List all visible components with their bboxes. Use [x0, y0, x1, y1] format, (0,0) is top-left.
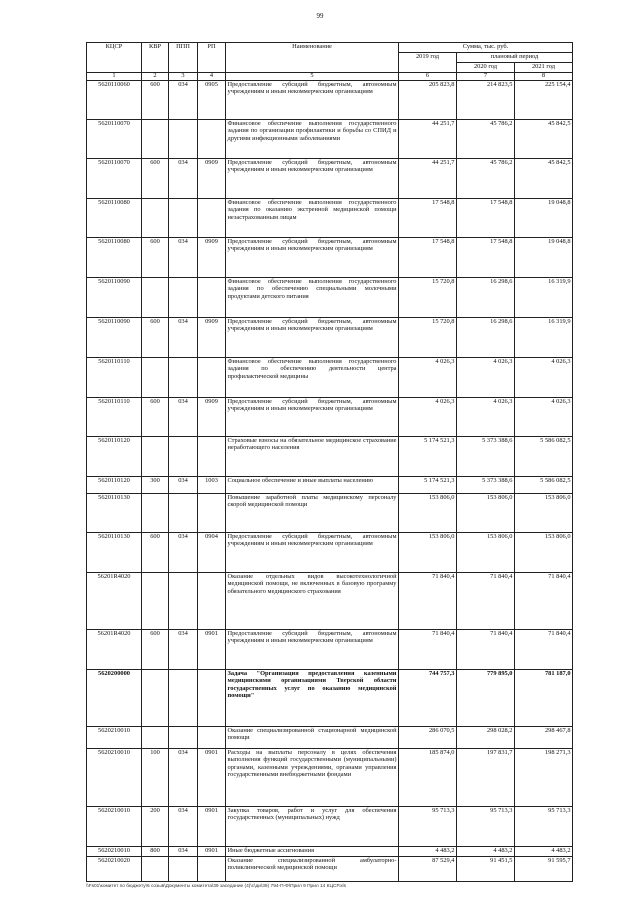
name-cell: Предоставление субсидий бюджетным, автономным учреждениям и иным некоммерческим организациям [226, 533, 399, 573]
ppp-cell [169, 120, 198, 159]
amount-2020-cell: 95 713,3 [457, 807, 515, 847]
ppp-cell [169, 278, 198, 318]
table-row [87, 159, 573, 199]
table-row [87, 630, 573, 670]
amount-2021-cell: 45 842,5 [515, 159, 573, 199]
kvr-cell: 600 [142, 398, 169, 437]
table-row [87, 727, 573, 749]
table-row [87, 857, 573, 882]
rp-cell: 0909 [198, 398, 226, 437]
table-row [87, 847, 573, 857]
kvr-cell: 200 [142, 807, 169, 847]
rp-cell [198, 278, 226, 318]
ppp-cell: 034 [169, 81, 198, 120]
amount-2019-cell: 185 874,0 [399, 749, 457, 807]
amount-2019-cell: 4 483,2 [399, 847, 457, 857]
amount-2019-cell: 44 251,7 [399, 159, 457, 199]
name-cell: Предоставление субсидий бюджетным, автономным учреждениям и иным некоммерческим организациям [226, 318, 399, 358]
amount-2021-cell: 4 483,2 [515, 847, 573, 857]
table-row [87, 749, 573, 807]
kcsr-cell: 5620110110 [87, 398, 142, 437]
amount-2021-cell: 198 271,3 [515, 749, 573, 807]
kvr-cell [142, 278, 169, 318]
amount-2019-cell: 205 823,8 [399, 81, 457, 120]
ppp-cell: 034 [169, 398, 198, 437]
rp-cell [198, 573, 226, 630]
header-name: Наименование [226, 43, 399, 73]
name-cell: Финансовое обеспечение выполнения государственного задания по организации профилактики и борьбы со СПИД и другими инфекционными заболеваниями [226, 120, 399, 159]
name-cell: Финансовое обеспечение выполнения государственного задания по оказанию экстренной медицинской помощи незастрахованным лицам [226, 199, 399, 238]
kvr-cell [142, 573, 169, 630]
rp-cell [198, 670, 226, 727]
amount-2021-cell: 4 026,3 [515, 358, 573, 398]
amount-2021-cell: 153 806,0 [515, 533, 573, 573]
ppp-cell: 034 [169, 238, 198, 278]
kvr-cell [142, 670, 169, 727]
table-row [87, 670, 573, 727]
name-cell: Предоставление субсидий бюджетным, автономным учреждениям и иным некоммерческим организациям [226, 398, 399, 437]
kvr-cell: 600 [142, 318, 169, 358]
table-row [87, 238, 573, 278]
kvr-cell [142, 358, 169, 398]
rp-cell: 0909 [198, 159, 226, 199]
name-cell: Закупка товаров, работ и услуг для обеспечения государственных (муниципальных) нужд [226, 807, 399, 847]
ppp-cell [169, 670, 198, 727]
name-cell: Предоставление субсидий бюджетным, автономным учреждениям и иным некоммерческим организациям [226, 630, 399, 670]
col-number: 6 [399, 73, 457, 81]
table-header [87, 43, 573, 81]
header-2019: 2019 год [399, 53, 457, 73]
header-kvr: КВР [142, 43, 169, 73]
amount-2020-cell: 71 840,4 [457, 573, 515, 630]
kcsr-cell: 5620200000 [87, 670, 142, 727]
ppp-cell [169, 199, 198, 238]
kcsr-cell: 5620110080 [87, 238, 142, 278]
amount-2019-cell: 5 174 521,3 [399, 477, 457, 494]
col-number: 4 [198, 73, 226, 81]
header-ppp: ППП [169, 43, 198, 73]
amount-2021-cell: 71 840,4 [515, 573, 573, 630]
kcsr-cell: 5620110090 [87, 278, 142, 318]
kcsr-cell: 5620210020 [87, 857, 142, 882]
kcsr-cell: 5620110130 [87, 533, 142, 573]
ppp-cell: 034 [169, 159, 198, 199]
amount-2021-cell: 71 840,4 [515, 630, 573, 670]
name-cell: Иные бюджетные ассигнования [226, 847, 399, 857]
table-row [87, 358, 573, 398]
table-row [87, 199, 573, 238]
ppp-cell [169, 358, 198, 398]
amount-2019-cell: 71 840,4 [399, 630, 457, 670]
page-number: 99 [316, 12, 324, 20]
rp-cell: 0901 [198, 749, 226, 807]
kcsr-cell: 56201R4020 [87, 573, 142, 630]
amount-2020-cell: 779 895,0 [457, 670, 515, 727]
rp-cell: 0909 [198, 238, 226, 278]
header-planned-period: плановый период [457, 53, 573, 63]
col-number: 1 [87, 73, 142, 81]
amount-2021-cell: 298 467,8 [515, 727, 573, 749]
rp-cell [198, 358, 226, 398]
kcsr-cell: 5620110070 [87, 159, 142, 199]
header-rp: РП [198, 43, 226, 73]
col-number: 8 [515, 73, 573, 81]
rp-cell: 0905 [198, 81, 226, 120]
amount-2021-cell: 95 713,3 [515, 807, 573, 847]
ppp-cell: 034 [169, 630, 198, 670]
amount-2021-cell: 225 154,4 [515, 81, 573, 120]
name-cell: Страховые взносы на обязательное медицинское страхование неработающего населения [226, 437, 399, 477]
table-row [87, 533, 573, 573]
amount-2019-cell: 4 026,3 [399, 398, 457, 437]
amount-2021-cell: 5 586 082,5 [515, 437, 573, 477]
ppp-cell: 034 [169, 477, 198, 494]
budget-table [86, 42, 573, 882]
amount-2020-cell: 5 373 388,6 [457, 477, 515, 494]
amount-2019-cell: 153 806,0 [399, 533, 457, 573]
kcsr-cell: 5620110090 [87, 318, 142, 358]
file-path-footer: \\Fs01\комитет по бюджету\6 созыв\Документы комитета\39 заседание (4)\с\ди\39) 794-П-Ф\Прил 9 Прил 14 КЦСР.xls [86, 884, 346, 889]
amount-2019-cell: 15 720,8 [399, 318, 457, 358]
table-row [87, 437, 573, 477]
ppp-cell: 034 [169, 318, 198, 358]
table-row [87, 398, 573, 437]
header-sum-caption: Сумма, тыс. руб. [399, 43, 573, 53]
kvr-cell: 100 [142, 749, 169, 807]
rp-cell: 0909 [198, 318, 226, 358]
rp-cell [198, 437, 226, 477]
kvr-cell [142, 120, 169, 159]
amount-2021-cell: 153 806,0 [515, 494, 573, 533]
kcsr-cell: 5620110060 [87, 81, 142, 120]
kcsr-cell: 5620110120 [87, 477, 142, 494]
amount-2020-cell: 45 786,2 [457, 120, 515, 159]
amount-2019-cell: 5 174 521,3 [399, 437, 457, 477]
name-cell: Задача "Организация предоставления казенными медицинскими организациями Тверской области государственных услуг по оказанию медицинской помощи" [226, 670, 399, 727]
amount-2020-cell: 16 298,6 [457, 278, 515, 318]
kvr-cell [142, 437, 169, 477]
name-cell: Финансовое обеспечение выполнения государственного задания по обеспечению деятельности центра профилактической медицины [226, 358, 399, 398]
amount-2021-cell: 16 319,9 [515, 318, 573, 358]
kvr-cell: 600 [142, 159, 169, 199]
col-number: 7 [457, 73, 515, 81]
header-2021: 2021 год [515, 63, 573, 73]
amount-2020-cell: 4 483,2 [457, 847, 515, 857]
amount-2020-cell: 91 451,5 [457, 857, 515, 882]
name-cell: Социальное обеспечение и иные выплаты населению [226, 477, 399, 494]
amount-2021-cell: 781 187,0 [515, 670, 573, 727]
rp-cell [198, 199, 226, 238]
ppp-cell: 034 [169, 533, 198, 573]
name-cell: Оказание специализированной стационарной медицинской помощи [226, 727, 399, 749]
amount-2020-cell: 17 548,8 [457, 238, 515, 278]
rp-cell [198, 857, 226, 882]
kcsr-cell: 5620210010 [87, 727, 142, 749]
rp-cell: 0901 [198, 847, 226, 857]
header-2020: 2020 год [457, 63, 515, 73]
ppp-cell [169, 573, 198, 630]
rp-cell [198, 727, 226, 749]
amount-2020-cell: 4 026,3 [457, 358, 515, 398]
kvr-cell [142, 494, 169, 533]
kvr-cell: 600 [142, 630, 169, 670]
col-number: 5 [226, 73, 399, 81]
name-cell: Финансовое обеспечение выполнения государственного задания по обеспечению специальными молочными продуктами детского питания [226, 278, 399, 318]
rp-cell: 1003 [198, 477, 226, 494]
table-row [87, 494, 573, 533]
table-row [87, 573, 573, 630]
amount-2020-cell: 5 373 388,6 [457, 437, 515, 477]
kvr-cell [142, 727, 169, 749]
ppp-cell [169, 494, 198, 533]
amount-2021-cell: 91 595,7 [515, 857, 573, 882]
amount-2021-cell: 19 048,8 [515, 199, 573, 238]
amount-2019-cell: 17 548,8 [399, 238, 457, 278]
kvr-cell [142, 199, 169, 238]
col-number: 2 [142, 73, 169, 81]
kvr-cell: 600 [142, 238, 169, 278]
kvr-cell: 300 [142, 477, 169, 494]
col-number: 3 [169, 73, 198, 81]
rp-cell [198, 120, 226, 159]
amount-2020-cell: 153 806,0 [457, 494, 515, 533]
ppp-cell: 034 [169, 749, 198, 807]
kcsr-cell: 5620210010 [87, 807, 142, 847]
amount-2019-cell: 71 840,4 [399, 573, 457, 630]
name-cell: Предоставление субсидий бюджетным, автономным учреждениям и иным некоммерческим организациям [226, 238, 399, 278]
rp-cell: 0901 [198, 630, 226, 670]
kvr-cell: 600 [142, 81, 169, 120]
kcsr-cell: 5620110130 [87, 494, 142, 533]
amount-2021-cell: 16 319,9 [515, 278, 573, 318]
amount-2020-cell: 214 823,5 [457, 81, 515, 120]
amount-2019-cell: 87 529,4 [399, 857, 457, 882]
table-row [87, 120, 573, 159]
amount-2019-cell: 153 806,0 [399, 494, 457, 533]
amount-2019-cell: 286 070,5 [399, 727, 457, 749]
table-body [87, 81, 573, 882]
ppp-cell: 034 [169, 807, 198, 847]
name-cell: Оказание отдельных видов высокотехнологичной медицинской помощи, не включенных в базовую программу обязательного медицинского страхования [226, 573, 399, 630]
amount-2020-cell: 45 786,2 [457, 159, 515, 199]
amount-2019-cell: 44 251,7 [399, 120, 457, 159]
kcsr-cell: 5620110070 [87, 120, 142, 159]
kcsr-cell: 5620110110 [87, 358, 142, 398]
ppp-cell [169, 727, 198, 749]
kcsr-cell: 56201R4020 [87, 630, 142, 670]
name-cell: Оказание специализированной амбулаторно-поликлинической медицинской помощи [226, 857, 399, 882]
amount-2020-cell: 17 548,8 [457, 199, 515, 238]
kcsr-cell: 5620210010 [87, 749, 142, 807]
amount-2020-cell: 197 831,7 [457, 749, 515, 807]
kvr-cell: 800 [142, 847, 169, 857]
name-cell: Предоставление субсидий бюджетным, автономным учреждениям и иным некоммерческим организациям [226, 81, 399, 120]
name-cell: Предоставление субсидий бюджетным, автономным учреждениям и иным некоммерческим организациям [226, 159, 399, 199]
ppp-cell [169, 857, 198, 882]
amount-2021-cell: 5 586 082,5 [515, 477, 573, 494]
amount-2020-cell: 153 806,0 [457, 533, 515, 573]
ppp-cell: 034 [169, 847, 198, 857]
kvr-cell: 600 [142, 533, 169, 573]
amount-2019-cell: 17 548,8 [399, 199, 457, 238]
name-cell: Расходы на выплаты персоналу в целях обеспечения выполнения функций государственными (муниципальными) органами, казенными учреждениями, органами управления государственными внебюджетными фондами [226, 749, 399, 807]
rp-cell: 0901 [198, 807, 226, 847]
amount-2019-cell: 95 713,3 [399, 807, 457, 847]
amount-2021-cell: 45 842,5 [515, 120, 573, 159]
table-row [87, 318, 573, 358]
ppp-cell [169, 437, 198, 477]
amount-2021-cell: 4 026,3 [515, 398, 573, 437]
amount-2019-cell: 4 026,3 [399, 358, 457, 398]
kcsr-cell: 5620110120 [87, 437, 142, 477]
kcsr-cell: 5620110080 [87, 199, 142, 238]
table-row [87, 807, 573, 847]
amount-2020-cell: 16 298,6 [457, 318, 515, 358]
rp-cell: 0904 [198, 533, 226, 573]
amount-2019-cell: 15 720,8 [399, 278, 457, 318]
table-row [87, 81, 573, 120]
kcsr-cell: 5620210010 [87, 847, 142, 857]
name-cell: Повышение заработной платы медицинскому персоналу скорой медицинской помощи [226, 494, 399, 533]
amount-2021-cell: 19 048,8 [515, 238, 573, 278]
kvr-cell [142, 857, 169, 882]
table-row [87, 278, 573, 318]
table-row [87, 477, 573, 494]
amount-2020-cell: 298 028,2 [457, 727, 515, 749]
amount-2019-cell: 744 757,3 [399, 670, 457, 727]
rp-cell [198, 494, 226, 533]
amount-2020-cell: 4 026,3 [457, 398, 515, 437]
amount-2020-cell: 71 840,4 [457, 630, 515, 670]
header-kcsr: КЦСР [87, 43, 142, 73]
